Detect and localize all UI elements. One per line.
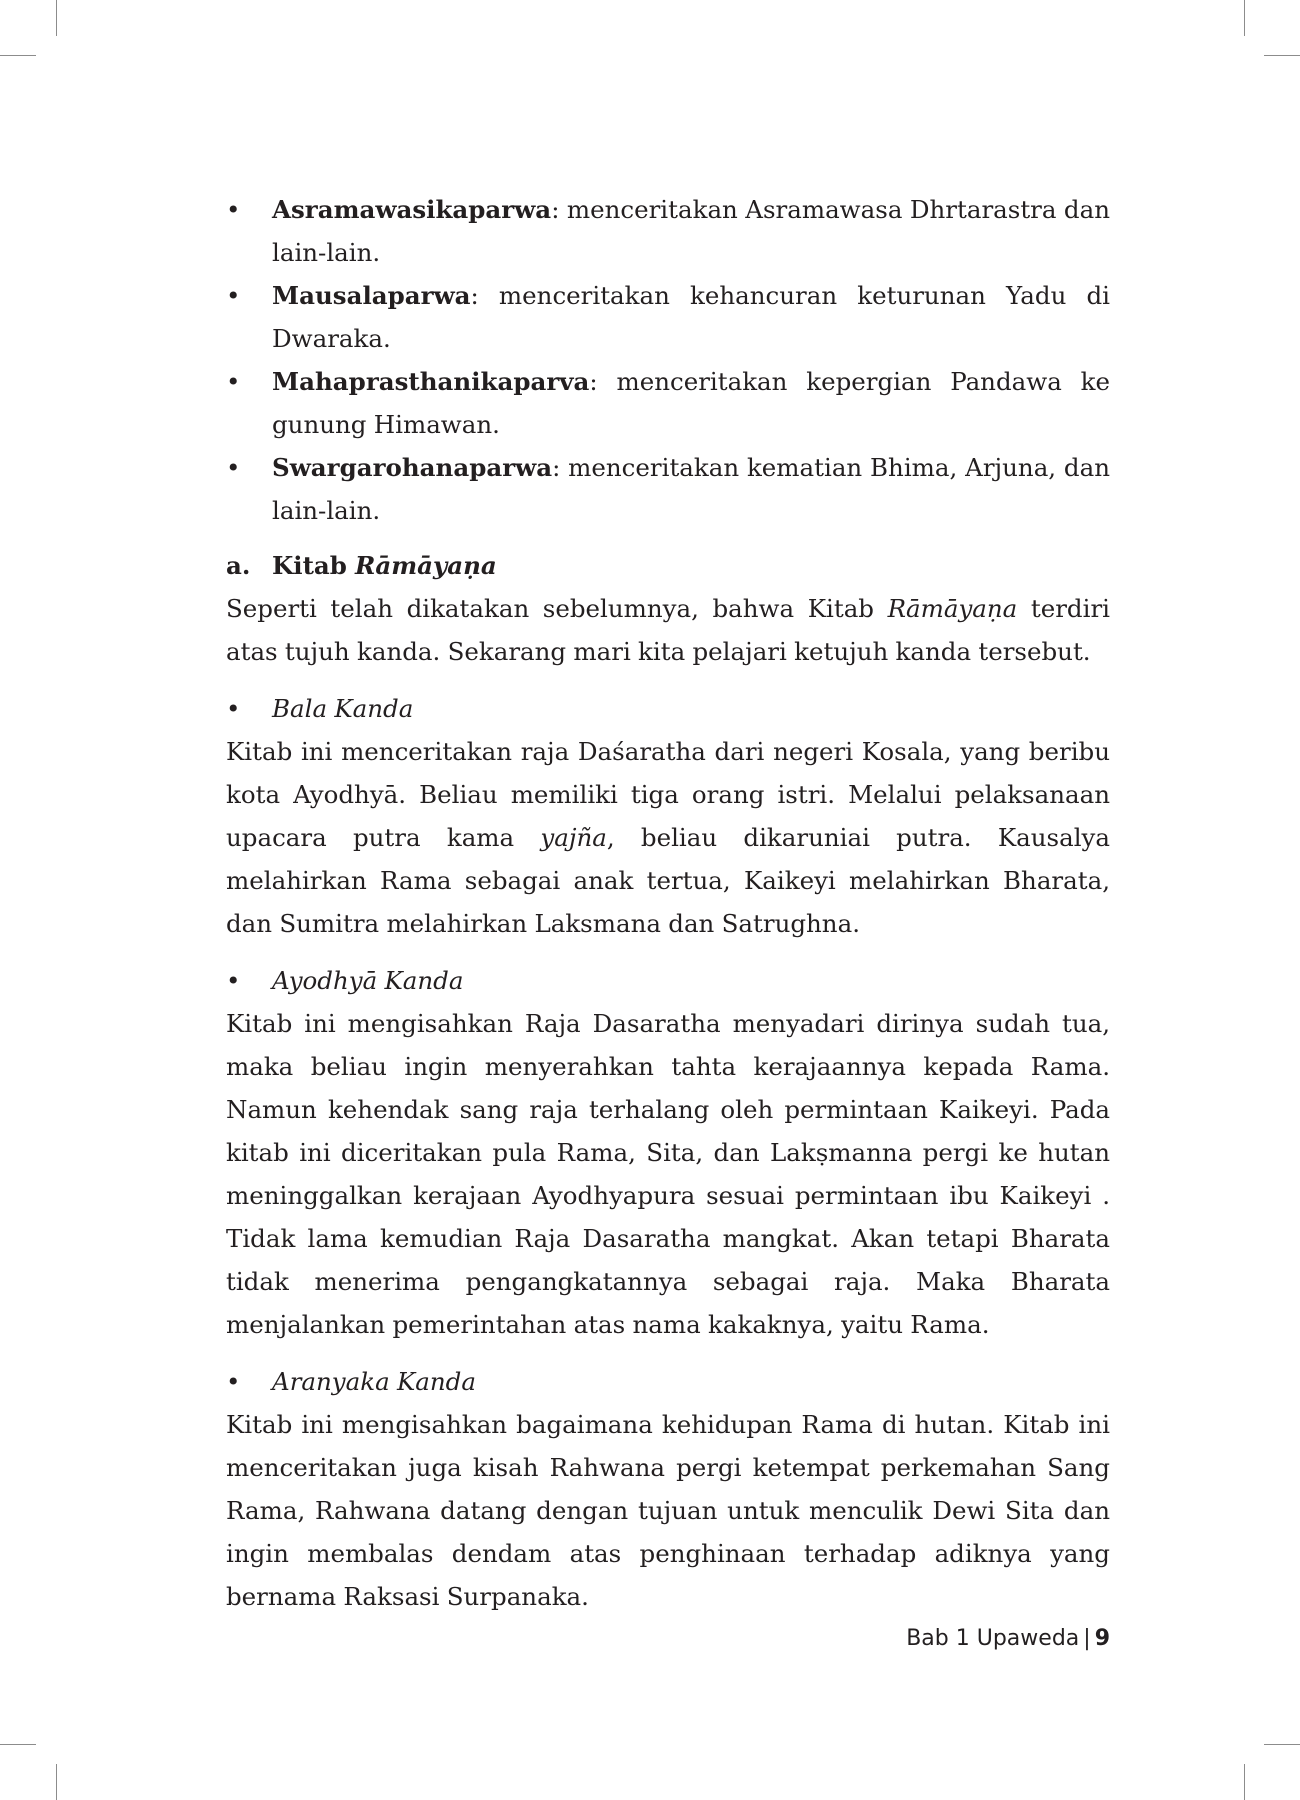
bullet: • <box>226 1367 241 1396</box>
bullet: • <box>226 966 241 995</box>
page-footer <box>906 1626 1110 1651</box>
footer-separator: | <box>1083 1626 1091 1651</box>
kanda-heading <box>226 959 1110 1002</box>
crop-mark <box>1264 1744 1300 1745</box>
parwa-desc: : menceritakan kematian Bhima, Arjuna, dan lain-lain. <box>272 453 1110 525</box>
list-item <box>226 446 1110 532</box>
parwa-name: Mausalaparwa <box>272 281 471 310</box>
parwa-desc: : menceritakan Asramawasa Dhrtarastra dan lain-lain. <box>272 195 1110 267</box>
kanda-heading <box>226 687 1110 730</box>
parwa-desc: : menceritakan kepergian Pandawa ke gunung Himawan. <box>272 367 1110 439</box>
section-title-italic: Rāmāyaṇa <box>354 551 497 580</box>
parwa-desc: : menceritakan kehancuran keturunan Yadu di Dwaraka. <box>272 281 1110 353</box>
page-content <box>226 188 1110 1618</box>
parwa-name: Swargarohanaparwa <box>272 453 553 482</box>
crop-mark <box>0 1744 36 1745</box>
kanda-title: Bala Kanda <box>272 694 414 723</box>
section-title-prefix: Kitab <box>272 551 355 580</box>
crop-mark <box>0 55 36 56</box>
bullet: • <box>226 694 241 723</box>
intro-italic: Rāmāyaṇa <box>887 594 1018 623</box>
intro-text: terdiri atas tujuh kanda. Sekarang mari kita pelajari ketujuh kanda tersebut. <box>226 594 1110 666</box>
crop-mark <box>56 1764 57 1800</box>
page-number: 9 <box>1094 1626 1110 1651</box>
bullet: • <box>226 281 241 310</box>
kanda-title: Ayodhyā Kanda <box>272 966 464 995</box>
bullet: • <box>226 195 241 224</box>
kanda-text: , beliau dikaruniai putra. Kausalya melahirkan Rama sebagai anak tertua, Kaikeyi melahirkan Bharata, dan Sumitra melahirkan Laksmana dan Satrughna. <box>226 823 1111 938</box>
chapter-label: Bab 1 Upaweda <box>906 1626 1080 1651</box>
kanda-text: Kitab ini mengisahkan bagaimana kehidupan Rama di hutan. Kitab ini menceritakan juga kisah Rahwana pergi ketempat perkemahan Sang Rama, Rahwana datang dengan tujuan untuk menculik Dewi Sita dan ingin membalas dendam atas penghinaan terhadap adiknya yang bernama Raksasi Surpanaka. <box>226 1410 1110 1611</box>
list-item <box>226 360 1110 446</box>
crop-mark <box>1244 0 1245 36</box>
section-heading <box>226 544 1110 587</box>
kanda-paragraph <box>226 1403 1110 1618</box>
bullet: • <box>226 453 241 482</box>
parwa-name: Asramawasikaparwa <box>272 195 552 224</box>
parwa-name: Mahaprasthanikaparva <box>272 367 590 396</box>
list-item <box>226 274 1110 360</box>
kanda-italic: yajña <box>540 823 607 852</box>
kanda-paragraph <box>226 1002 1110 1346</box>
kanda-title: Aranyaka Kanda <box>272 1367 476 1396</box>
crop-mark <box>56 0 57 36</box>
section-intro <box>226 587 1110 673</box>
list-item <box>226 188 1110 274</box>
section-label: a. <box>226 551 251 580</box>
bullet: • <box>226 367 241 396</box>
intro-text: Seperti telah dikatakan sebelumnya, bahwa Kitab <box>226 594 888 623</box>
crop-mark <box>1244 1764 1245 1800</box>
kanda-text: Kitab ini menceritakan raja Daśaratha dari negeri Kosala, yang beribu kota Ayodhyā. Beliau memiliki tiga orang istri. Melalui pelaksanaan upacara putra kama <box>226 737 1110 852</box>
kanda-paragraph <box>226 730 1110 945</box>
crop-mark <box>1264 55 1300 56</box>
kanda-text: Kitab ini mengisahkan Raja Dasaratha menyadari dirinya sudah tua, maka beliau ingin menyerahkan tahta kerajaannya kepada Rama. Namun kehendak sang raja terhalang oleh permintaan Kaikeyi. Pada kitab ini diceritakan pula Rama, Sita, dan Lakṣmanna pergi ke hutan meninggalkan kerajaan Ayodhyapura sesuai permintaan ibu Kaikeyi . Tidak lama kemudian Raja Dasaratha mangkat. Akan tetapi Bharata tidak menerima pengangkatannya sebagai raja. Maka Bharata menjalankan pemerintahan atas nama kakaknya, yaitu Rama. <box>226 1009 1110 1339</box>
kanda-heading <box>226 1360 1110 1403</box>
